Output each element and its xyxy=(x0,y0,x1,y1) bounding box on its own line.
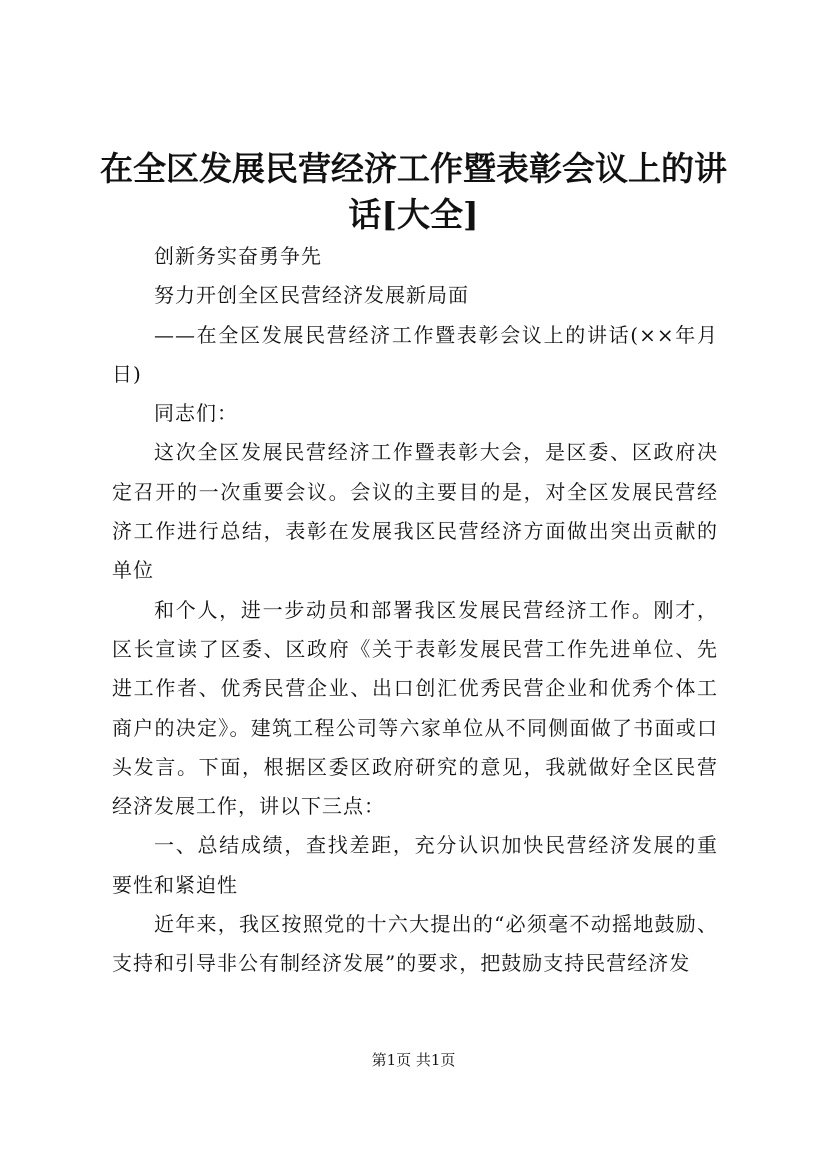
paragraph: 努力开创全区民营经济发展新局面 xyxy=(154,283,469,308)
paragraph: 创新务实奋勇争先 xyxy=(154,244,322,268)
paragraph: 同志们： xyxy=(154,401,238,426)
paragraph: ——在全区发展民营经济工作暨表彰会议上的讲话(××年月日) xyxy=(112,322,718,386)
paragraph: 和个人，进一步动员和部署我区发展民营经济工作。刚才，区长宣读了区委、区政府《关于表彰发展民营工作先进单位、先进工作者、优秀民营企业、出口创汇优秀民营企业和优秀个体工商户的决定》。建筑工程公司等六家单位从不同侧面做了书面或口头发言。下面，根据区委区政府研究的意见，我就做好全区民营经济发展工作，讲以下三点： xyxy=(112,597,718,819)
document-title: 在全区发展民营经济工作暨表彰会议上的讲话[大全] xyxy=(100,149,727,234)
paragraph: 这次全区发展民营经济工作暨表彰大会，是区委、区政府决定召开的一次重要会议。会议的主要目的是，对全区发展民营经济工作进行总结，表彰在发展我区民营经济方面做出突出贡献的单位 xyxy=(112,440,718,583)
document-body xyxy=(112,237,718,984)
paragraph: 一、总结成绩，查找差距，充分认识加快民营经济发展的重要性和紧迫性 xyxy=(112,833,718,897)
page-footer: 第1页 共1页 xyxy=(371,1051,456,1069)
paragraph: 近年来，我区按照党的十六大提出的“必须毫不动摇地鼓励、支持和引导非公有制经济发展”的要求，把鼓励支持民营经济发 xyxy=(112,912,718,976)
